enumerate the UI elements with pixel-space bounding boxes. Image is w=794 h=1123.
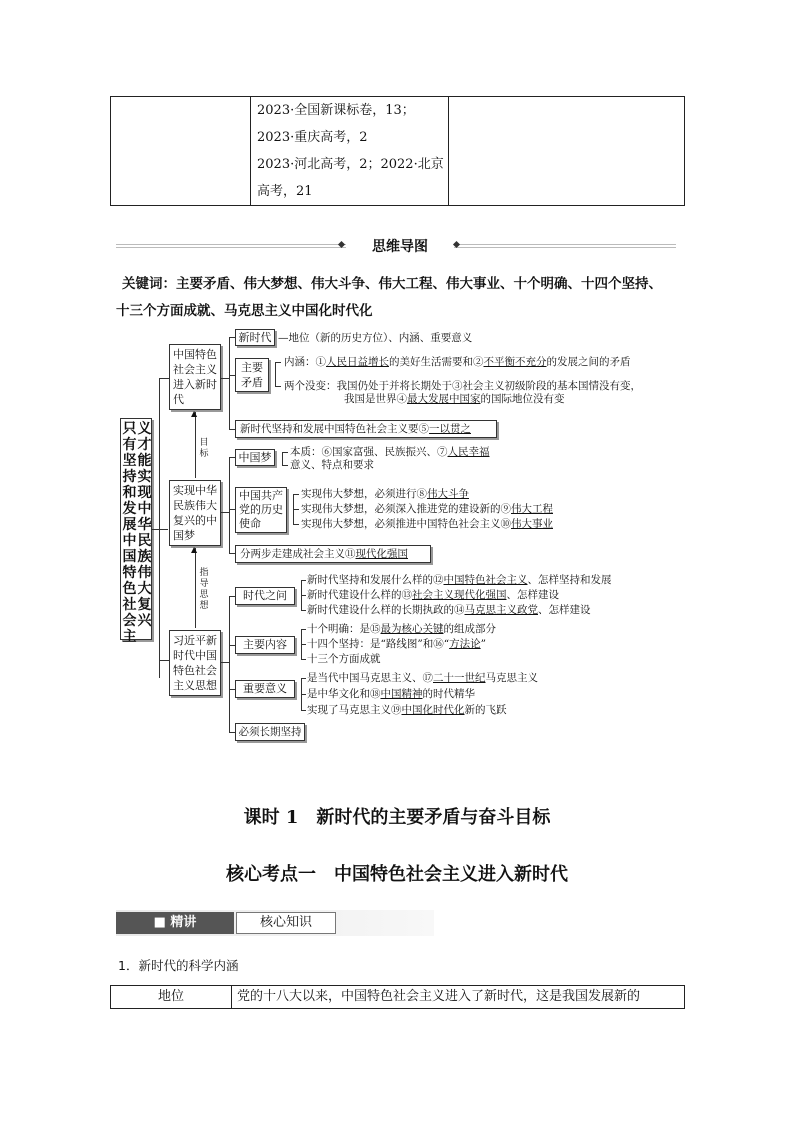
node-text: 十个明确：是⑮最为核心关键的组成部分 <box>307 623 496 635</box>
top-table-line: 高考，21 <box>257 184 313 199</box>
connector <box>301 629 306 630</box>
node-text: —地位（新的历史方位）、内涵、重要意义 <box>278 332 473 344</box>
mindmap-title: 思维导图 <box>372 239 428 255</box>
node-era-question: 时代之问 <box>235 587 295 605</box>
top-table-divider <box>448 97 449 205</box>
arrow-label-goal: 目标 <box>199 438 209 459</box>
node-text: 本质：⑥国家富强、民族振兴、⑦人民幸福 <box>290 446 490 458</box>
branch-box-xi-thought: 习近平新时代中国特色社会主义思想 <box>169 630 221 696</box>
bottom-table-cell-text: 党的十八大以来，中国特色社会主义进入了新时代，这是我国发展新的 <box>237 989 641 1004</box>
connector <box>282 452 283 465</box>
connector <box>152 529 168 530</box>
connector <box>301 580 306 581</box>
root-text-col1: 只有坚持和发展中国特色社会主 <box>122 421 137 645</box>
band-light-label: 核心知识 <box>236 912 336 934</box>
connector <box>275 362 276 386</box>
node-text: 是中华文化和⑱中国精神的时代精华 <box>307 688 475 700</box>
connector <box>229 337 230 429</box>
connector <box>301 678 306 679</box>
connector <box>301 644 306 645</box>
section-heading: 1．新时代的科学内涵 <box>118 958 239 973</box>
node-long-term: 必须长期坚持 <box>235 723 305 741</box>
top-table-line: 2023·重庆高考，2 <box>257 130 368 145</box>
node-text: 我国是世界④最大发展中国家的国际地位没有变 <box>344 393 565 405</box>
root-box <box>120 418 152 645</box>
connector <box>293 509 299 510</box>
node-text: 实现伟大梦想，必须深入推进党的建设新的⑨伟大工程 <box>301 503 553 515</box>
top-table-line: 2023·河北高考，2；2022·北京 <box>257 157 444 172</box>
branch-box-new-era: 中国特色社会主义进入新时代 <box>169 344 221 410</box>
connector <box>301 595 306 596</box>
connector <box>301 710 306 711</box>
connector <box>221 378 229 379</box>
connector <box>159 378 169 379</box>
connector <box>275 362 281 363</box>
connector <box>159 660 169 661</box>
node-two-steps: 分两步走建成社会主义⑪现代化强国 <box>235 545 431 563</box>
connector <box>221 662 229 663</box>
node-china-dream: 中国梦 <box>235 449 275 466</box>
bottom-table <box>110 985 685 1009</box>
connector <box>293 524 299 525</box>
node-significance: 重要意义 <box>235 680 295 698</box>
section-band <box>116 910 434 936</box>
node-text: 实现了马克思主义⑲中国化时代化新的飞跃 <box>307 704 507 716</box>
branch-box-china-dream: 实现中华民族伟大复兴的中国梦 <box>169 480 221 546</box>
node-main-contradiction: 主要矛盾 <box>235 358 269 392</box>
connector <box>282 452 288 453</box>
band-dark-label: ■ 精讲 <box>116 912 234 934</box>
root-text-col2: 义才能实现中华民族伟大复兴 <box>137 421 152 629</box>
arrow-line <box>195 412 196 478</box>
bottom-table-cell-label: 地位 <box>111 986 232 1008</box>
connector <box>282 465 288 466</box>
arrow-up-icon: ▲ <box>191 545 198 554</box>
arrow-line <box>195 548 196 628</box>
node-new-era: 新时代 <box>235 329 275 346</box>
node-main-content: 主要内容 <box>235 636 295 654</box>
connector <box>301 694 306 695</box>
keywords-line: 十三个方面成就、马克思主义中国化时代化 <box>116 303 373 319</box>
connector <box>229 596 230 732</box>
core-title: 核心考点一 中国特色社会主义进入新时代 <box>226 864 568 885</box>
node-text: 两个没变：我国仍处于并将长期处于③社会主义初级阶段的基本国情没有变， <box>284 380 641 392</box>
lesson-title: 课时 1 新时代的主要矛盾与奋斗目标 <box>243 807 551 828</box>
header-rule-right <box>454 244 676 248</box>
node-text: 意义、特点和要求 <box>290 459 374 471</box>
node-text: 实现伟大梦想，必须进行⑧伟大斗争 <box>301 488 469 500</box>
connector <box>301 610 306 611</box>
connector <box>301 659 306 660</box>
connector <box>229 457 230 553</box>
top-table-cell-empty <box>111 97 251 205</box>
connector <box>293 494 299 495</box>
header-rule-left <box>116 244 346 248</box>
top-table-line: 2023·全国新课标卷，13； <box>257 103 415 118</box>
connector <box>221 512 229 513</box>
node-text: 内涵：①人民日益增长的美好生活需要和②不平衡不充分的发展之间的矛盾 <box>284 356 631 368</box>
arrow-label-guide: 指导思想 <box>199 568 209 611</box>
node-party-mission: 中国共产党的历史使命 <box>235 487 287 533</box>
node-text: 新时代建设什么样的⑬社会主义现代化强国、怎样建设 <box>307 589 559 601</box>
node-text: 是当代中国马克思主义、⑰二十一世纪马克思主义 <box>307 672 538 684</box>
node-text: 新时代建设什么样的长期执政的⑭马克思主义政党、怎样建设 <box>307 604 591 616</box>
connector <box>159 378 160 678</box>
keywords-line: 关键词：主要矛盾、伟大梦想、伟大斗争、伟大工程、伟大事业、十个明确、十四个坚持、 <box>122 276 662 292</box>
node-text: 实现伟大梦想，必须推进中国特色社会主义⑩伟大事业 <box>301 518 553 530</box>
node-text: 新时代坚持和发展什么样的⑫中国特色社会主义、怎样坚持和发展 <box>307 574 612 586</box>
node-text: 十四个坚持：是“路线图”和⑯“方法论” <box>307 638 486 650</box>
node-consistent: 新时代坚持和发展中国特色社会主义要⑤一以贯之 <box>235 420 497 438</box>
node-text: 十三个方面成就 <box>307 653 381 665</box>
connector <box>275 386 281 387</box>
arrow-up-icon: ▲ <box>191 409 198 418</box>
top-table <box>110 96 685 206</box>
